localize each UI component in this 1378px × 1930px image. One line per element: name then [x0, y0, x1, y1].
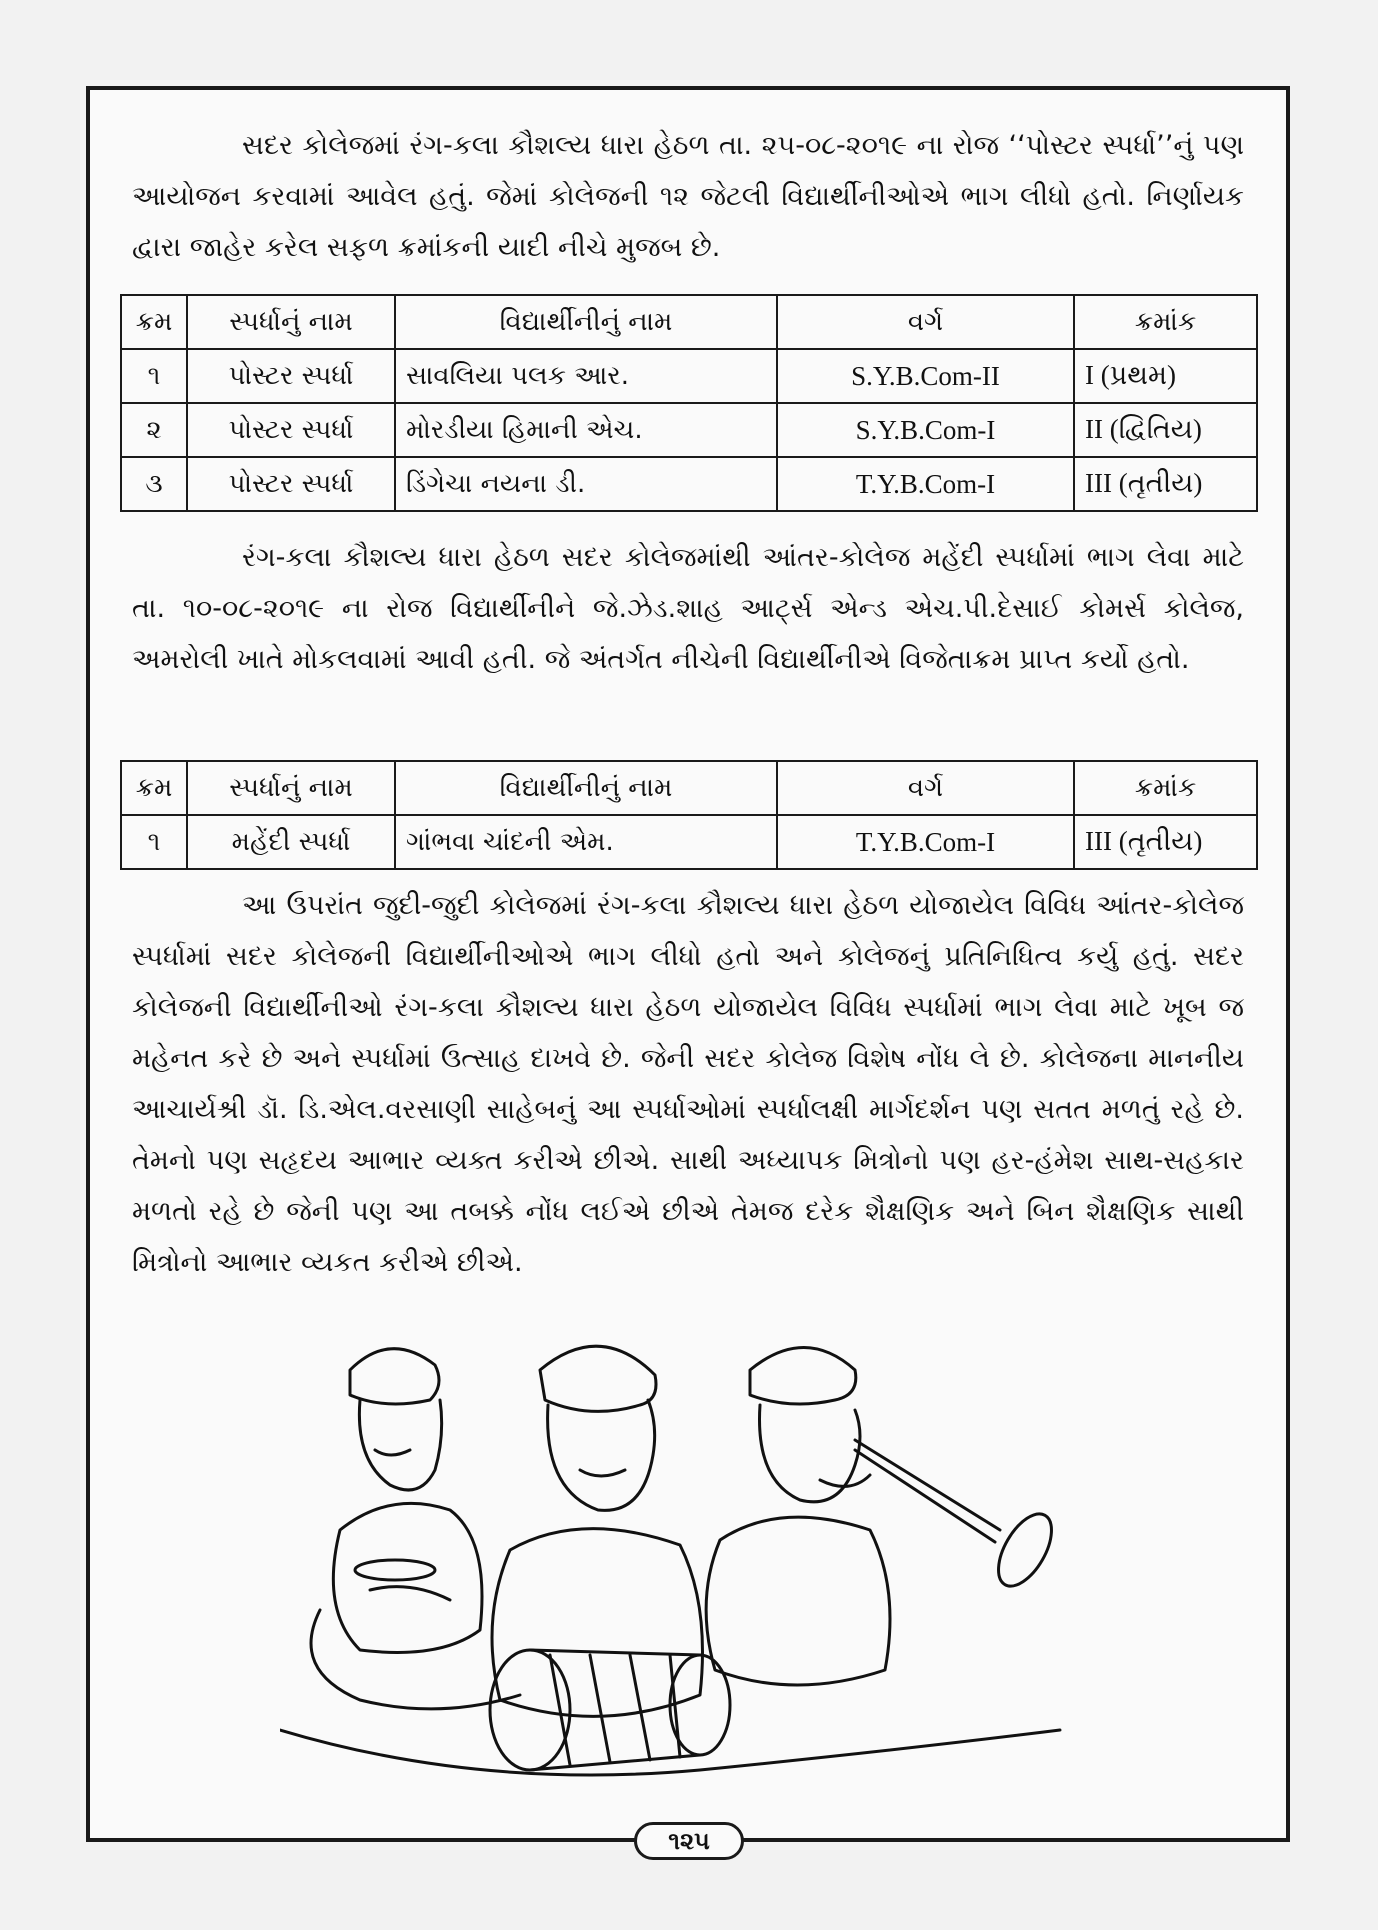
table-row	[121, 815, 1257, 869]
col-student: વિદ્યાર્થીનીનું નામ	[395, 295, 777, 349]
cell-rank: III (તૃતીય)	[1074, 457, 1257, 511]
cell-student: ડિંગેચા નયના ડી.	[395, 457, 777, 511]
cell-competition: પોસ્ટર સ્પર્ધા	[187, 349, 395, 403]
mehndi-results-table	[120, 760, 1258, 870]
paragraph-conclusion: આ ઉપરાંત જુદી-જુદી કોલેજમાં રંગ-કલા કૌશલ્ય ધારા હેઠળ યોજાયેલ વિવિધ આંતર-કોલેજ સ્પર્ધામાં સદર કોલેજની વિદ્યાર્થીનીઓએ ભાગ લીધો હતો અને કોલેજનું પ્રતિનિધિત્વ કર્યુ હતું. સદર કોલેજની વિદ્યાર્થીનીઓ રંગ-કલા કૌશલ્ય ધારા હેઠળ યોજાયેલ વિવિધ સ્પર્ધામાં ભાગ લેવા માટે ખૂબ જ મહેનત કરે છે અને સ્પર્ધામાં ઉત્સાહ દાખવે છે. જેની સદર કોલેજ વિશેષ નોંધ લે છે. કોલેજના માનનીય આચાર્યશ્રી ડૉ. ડિ.એલ.વરસાણી સાહેબનું આ સ્પર્ધાઓમાં સ્પર્ધાલક્ષી માર્ગદર્શન પણ સતત મળતું રહે છે. તેમનો પણ સહૃદય આભાર વ્યક્ત કરીએ છીએ. સાથી અધ્યાપક મિત્રોનો પણ હર-હંમેશ સાથ-સહકાર મળતો રહે છે જેની પણ આ તબક્કે નોંધ લઈએ છીએ તેમજ દરેક શૈક્ષણિક અને બિન શૈક્ષણિક સાથી મિત્રોનો આભાર વ્યકત કરીએ છીએ.	[132, 890, 1244, 1278]
cell-rank: I (પ્રથમ)	[1074, 349, 1257, 403]
col-competition: સ્પર્ધાનું નામ	[187, 761, 395, 815]
page-number: ૧૨૫	[634, 1822, 744, 1860]
col-class: વર્ગ	[777, 295, 1074, 349]
cell-rank: III (તૃતીય)	[1074, 815, 1257, 869]
paragraph-mehndi-intro: રંગ-કલા કૌશલ્ય ધારા હેઠળ સદર કોલેજમાંથી આંતર-કોલેજ મહેંદી સ્પર્ધામાં ભાગ લેવા માટે તા. ૧૦-૦૮-૨૦૧૯ ના રોજ વિદ્યાર્થીનીને જે.ઝેડ.શાહ આર્ટ્સ એન્ડ એચ.પી.દેસાઈ કોમર્સ કોલેજ, અમરોલી ખાતે મોકલવામાં આવી હતી. જે અંતર્ગત નીચેની વિદ્યાર્થીનીએ વિજેતાક્રમ પ્રાપ્ત કર્યો હતો.	[132, 542, 1244, 675]
paragraph-poster-intro: સદર કોલેજમાં રંગ-કલા કૌશલ્ય ધારા હેઠળ તા. ૨૫-૦૮-૨૦૧૯ ના રોજ ‘‘પોસ્ટર સ્પર્ધા’’નું પણ આયોજન કરવામાં આવેલ હતું. જેમાં કોલેજની ૧૨ જેટલી વિદ્યાર્થીનીઓએ ભાગ લીધો હતો. નિર્ણાયક દ્વારા જાહેર કરેલ સફળ ક્રમાંકની યાદી નીચે મુજબ છે.	[132, 130, 1244, 263]
col-serial: ક્રમ	[121, 761, 187, 815]
cell-class: T.Y.B.Com-I	[777, 457, 1074, 511]
col-rank: ક્રમાંક	[1074, 295, 1257, 349]
cell-serial: ૩	[121, 457, 187, 511]
col-serial: ક્રમ	[121, 295, 187, 349]
col-student: વિદ્યાર્થીનીનું નામ	[395, 761, 777, 815]
cell-student: ગાંભવા ચાંદની એમ.	[395, 815, 777, 869]
poster-results-table	[120, 294, 1258, 512]
table-row	[121, 349, 1257, 403]
cell-student: સાવલિયા પલક આર.	[395, 349, 777, 403]
cell-class: S.Y.B.Com-II	[777, 349, 1074, 403]
cell-rank: II (દ્વિતિય)	[1074, 403, 1257, 457]
table-header-row	[121, 761, 1257, 815]
col-class: વર્ગ	[777, 761, 1074, 815]
table-row	[121, 403, 1257, 457]
col-rank: ક્રમાંક	[1074, 761, 1257, 815]
col-competition: સ્પર્ધાનું નામ	[187, 295, 395, 349]
cell-student: મોરડીયા હિમાની એચ.	[395, 403, 777, 457]
cell-serial: ૧	[121, 815, 187, 869]
table-row	[121, 457, 1257, 511]
cell-competition: પોસ્ટર સ્પર્ધા	[187, 457, 395, 511]
cell-competition: મહેંદી સ્પર્ધા	[187, 815, 395, 869]
table-header-row	[121, 295, 1257, 349]
cell-class: T.Y.B.Com-I	[777, 815, 1074, 869]
cell-class: S.Y.B.Com-I	[777, 403, 1074, 457]
cell-serial: ૨	[121, 403, 187, 457]
musicians-illustration	[280, 1310, 1090, 1790]
cell-competition: પોસ્ટર સ્પર્ધા	[187, 403, 395, 457]
cell-serial: ૧	[121, 349, 187, 403]
